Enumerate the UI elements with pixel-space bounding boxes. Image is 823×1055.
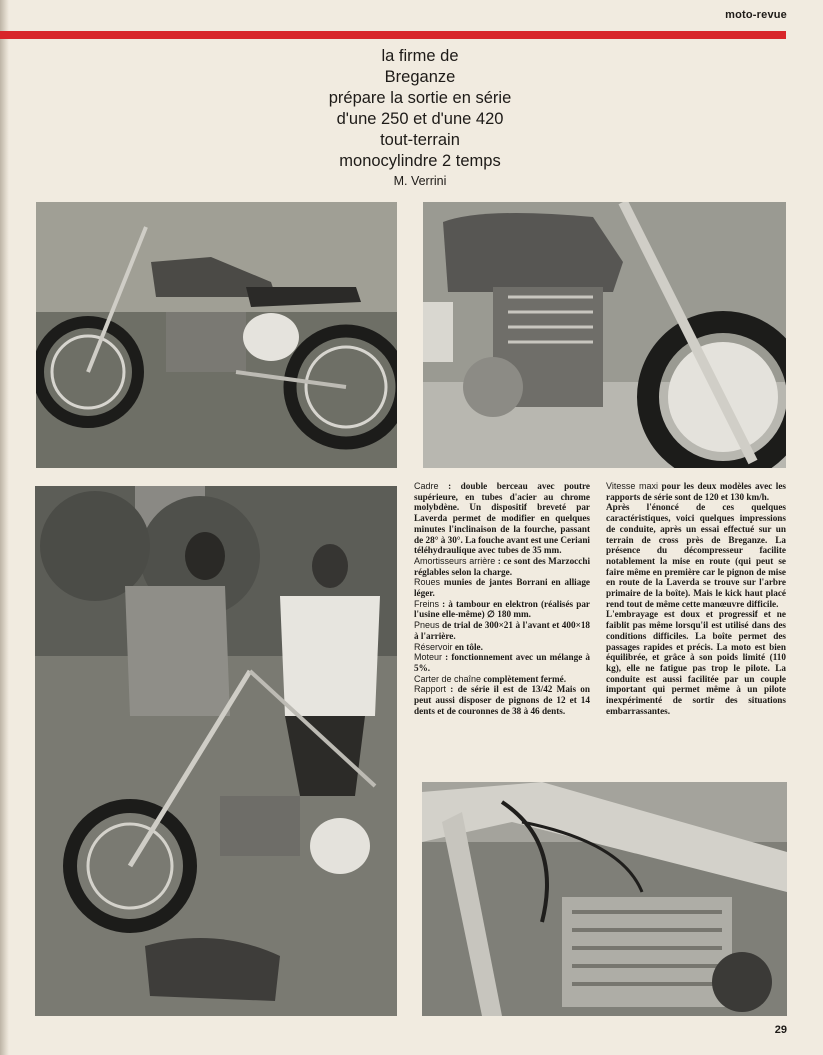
spec-term: Carter de chaîne <box>414 673 482 684</box>
spec-text: : double berceau avec poutre supérieure, en tubes d'acier au chrome molybdène. Un dispositif breveté par Laverda permet de modifier en quelques minutes l'inclinaison de la fourche, passant de 28° à 30°. La fouche avant est une Ceriani téléhydraulique avec tubes de 35 mm. <box>414 481 591 556</box>
header-red-rule <box>0 31 786 39</box>
spec-text: en tôle. <box>454 641 483 652</box>
spec-paragraph <box>414 642 590 653</box>
spec-paragraph <box>414 620 590 641</box>
spec-text: : fonctionnement avec un mélange à 5%. <box>414 652 591 673</box>
photo-engine-closeup <box>423 202 786 468</box>
spec-paragraph <box>414 599 590 620</box>
spec-term: Cadre <box>414 481 439 491</box>
spec-text: : ce sont des Marzocchi réglables selon la charge. <box>414 555 591 577</box>
photo-two-men-with-motorcycle <box>35 486 397 1016</box>
spec-paragraph <box>414 481 590 556</box>
spec-paragraph <box>414 556 590 577</box>
spec-text: de trial de 300×21 à l'avant et 400×18 à l'arrière. <box>414 620 591 641</box>
spec-term: Réservoir <box>414 641 453 652</box>
spec-term: Amortisseurs arrière <box>414 555 496 566</box>
spec-term: Moteur <box>414 652 443 663</box>
article-title <box>220 46 620 172</box>
page-binding-edge <box>0 0 9 1055</box>
spec-term: Freins <box>414 598 440 609</box>
title-line: monocylindre 2 temps <box>339 152 501 170</box>
page-number: 29 <box>774 1024 787 1036</box>
spec-text: : à tambour en elektron (réalisés par l'usine elle-même) ∅ 180 mm. <box>414 598 591 620</box>
body-text: Après l'énoncé de ces quelques caractéristiques, voici quelques impressions de conduite, après un essai effectué sur un terrain de cross près de Breganze. La présence du décompresseur facilite notablement la mise en route (qui peut se faire même en première car le pignon de mise en route de la Laverda se trouve sur l'arbre primaire de la boîte). Mais le kick haut placé rend tout de même cette manœuvre difficile. <box>606 502 786 609</box>
body-paragraph <box>606 502 786 609</box>
title-line: Breganze <box>384 68 456 86</box>
spec-paragraph <box>414 674 590 685</box>
article-column-1 <box>414 481 590 716</box>
spec-text: : de série il est de 13/42 Mais on peut aussi disposer de pignons de 12 et 14 dents et de couronnes de 38 à 46 dents. <box>414 684 591 716</box>
spec-term: Roues <box>414 577 441 588</box>
spec-text: munies de jantes Borrani en alliage léger. <box>414 577 590 599</box>
magazine-name: moto-revue <box>725 9 787 21</box>
article-column-2 <box>606 481 786 716</box>
title-line: tout-terrain <box>380 131 460 149</box>
spec-term: Rapport <box>414 684 447 695</box>
title-line: la firme de <box>381 47 459 65</box>
body-text: pour les deux modèles avec les rapports de série sont de 120 et 130 km/h. <box>606 481 787 502</box>
spec-paragraph <box>414 684 590 716</box>
body-paragraph <box>606 481 786 502</box>
spec-term: Pneus <box>414 620 440 631</box>
spec-paragraph <box>414 652 590 673</box>
title-line: d'une 250 et d'une 420 <box>336 110 504 128</box>
title-line: prépare la sortie en série <box>328 89 512 107</box>
spec-paragraph <box>414 577 590 598</box>
article-author: M. Verrini <box>393 174 447 188</box>
spec-term: Vitesse maxi <box>606 481 659 491</box>
photo-motorcycle-side-view <box>36 202 397 468</box>
body-paragraph <box>606 609 786 716</box>
spec-text: complètement fermé. <box>483 673 566 684</box>
body-text: L'embrayage est doux et progressif et ne faiblit pas même lorsqu'il est utilisé dans des conditions difficiles. La boîte permet des passages rapides et précis. La moto est bien équilibrée, et grâce à son poids limité (110 kg), elle ne fatigue pas trop le pilote. La conduite est aussi facilitée par un couple important qui permet même à un pilote inexpérimenté de sortir des situations embarrassantes. <box>606 609 786 716</box>
photo-engine-detail <box>422 782 787 1016</box>
